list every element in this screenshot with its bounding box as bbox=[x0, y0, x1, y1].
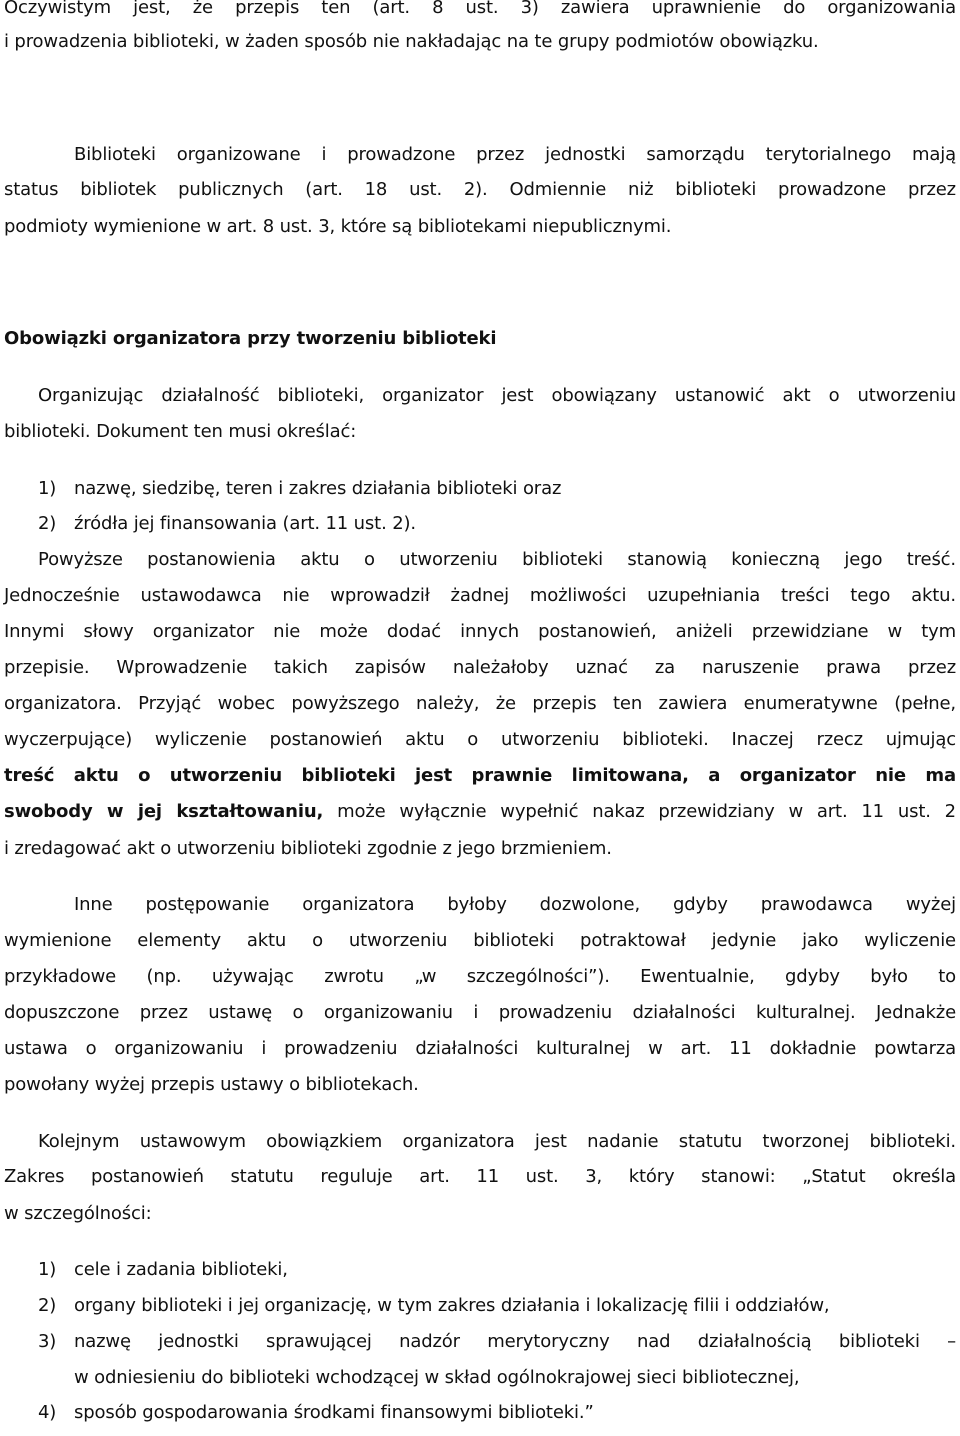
text-line bbox=[4, 892, 956, 928]
text-line bbox=[4, 476, 956, 512]
text-line bbox=[4, 29, 956, 65]
line-text: w szczególności: bbox=[4, 1203, 152, 1224]
text-line bbox=[4, 1329, 956, 1365]
line-text: i zredagować akt o utworzeniu biblioteki zgodnie z jego brzmieniem. bbox=[4, 838, 612, 859]
text-line bbox=[4, 691, 956, 727]
line-text: i prowadzenia biblioteki, w żaden sposób nie nakładając na te grupy podmiotów obowiązku. bbox=[4, 31, 819, 52]
text-line bbox=[4, 547, 956, 583]
bold-phrase: swobody w jej kształtowaniu, bbox=[4, 801, 324, 822]
line-text: przykładowe (np. używając zwrotu „w szczególności”). Ewentualnie, gdyby było to bbox=[4, 966, 956, 987]
list-number: 1) bbox=[38, 1259, 57, 1280]
line-text: Zakres postanowień statutu reguluje art. 11 ust. 3, który stanowi: „Statut określa bbox=[4, 1166, 956, 1187]
text-line bbox=[4, 214, 956, 250]
text-line bbox=[4, 419, 956, 455]
text-line bbox=[4, 655, 956, 691]
text-line bbox=[4, 1072, 956, 1108]
line-text: podmioty wymienione w art. 8 ust. 3, które są bibliotekami niepublicznymi. bbox=[4, 216, 672, 237]
text-line bbox=[4, 1365, 956, 1401]
section-heading bbox=[4, 326, 956, 362]
text-line bbox=[4, 177, 956, 213]
text-line bbox=[4, 583, 956, 619]
line-text: wymienione elementy aktu o utworzeniu biblioteki potraktował jedynie jako wyliczenie bbox=[4, 930, 956, 951]
text-line bbox=[4, 799, 956, 835]
line-text: Innymi słowy organizator nie może dodać innych postanowień, aniżeli przewidziane w tym bbox=[4, 621, 956, 642]
text-line bbox=[4, 928, 956, 964]
line-text: biblioteki. Dokument ten musi określać: bbox=[4, 421, 357, 442]
line-text: Obowiązki organizatora przy tworzeniu biblioteki bbox=[4, 328, 497, 349]
line-text: powołany wyżej przepis ustawy o bibliotekach. bbox=[4, 1074, 419, 1095]
line-text: treść aktu o utworzeniu biblioteki jest prawnie limitowana, a organizator nie ma bbox=[4, 765, 956, 786]
section-heading bbox=[4, 763, 956, 799]
line-text: ustawa o organizowaniu i prowadzeniu działalności kulturalnej w art. 11 dokładnie powtarza bbox=[4, 1038, 956, 1059]
list-number: 4) bbox=[38, 1402, 57, 1423]
line-text: Powyższe postanowienia aktu o utworzeniu biblioteki stanowią konieczną jego treść. bbox=[38, 549, 956, 570]
line-text: Oczywistym jest, że przepis ten (art. 8 ust. 3) zawiera uprawnienie do organizowania bbox=[4, 0, 956, 18]
line-text: dopuszczone przez ustawę o organizowaniu i prowadzeniu działalności kulturalnej. Jednakże bbox=[4, 1002, 956, 1023]
line-text: wyczerpujące) wyliczenie postanowień aktu o utworzeniu biblioteki. Inaczej rzecz ujmując bbox=[4, 729, 956, 750]
text-line bbox=[4, 0, 956, 31]
text-line bbox=[4, 511, 956, 547]
line-text: w odniesieniu do biblioteki wchodzącej w skład ogólnokrajowej sieci bibliotecznej, bbox=[74, 1367, 800, 1388]
text-line bbox=[4, 1400, 956, 1436]
line-text: Kolejnym ustawowym obowiązkiem organizatora jest nadanie statutu tworzonej biblioteki. bbox=[38, 1131, 956, 1152]
text-line bbox=[4, 964, 956, 1000]
list-number: 3) bbox=[38, 1331, 57, 1352]
line-text: Organizując działalność biblioteki, organizator jest obowiązany ustanowić akt o utworzeniu bbox=[38, 385, 956, 406]
line-text: Jednocześnie ustawodawca nie wprowadził żadnej możliwości uzupełniania treści tego aktu. bbox=[4, 585, 956, 606]
line-text: sposób gospodarowania środkami finansowymi biblioteki.” bbox=[74, 1402, 594, 1423]
line-text: przepisie. Wprowadzenie takich zapisów należałoby uznać za naruszenie prawa przez bbox=[4, 657, 956, 678]
text-line bbox=[4, 1257, 956, 1293]
line-text: status bibliotek publicznych (art. 18 ust. 2). Odmiennie niż biblioteki prowadzone przez bbox=[4, 179, 956, 200]
text-line bbox=[4, 1036, 956, 1072]
line-text: nazwę jednostki sprawującej nadzór merytoryczny nad działalnością biblioteki – bbox=[74, 1331, 956, 1352]
line-text: Inne postępowanie organizatora byłoby dozwolone, gdyby prawodawca wyżej bbox=[74, 894, 956, 915]
text-line bbox=[4, 619, 956, 655]
text-line bbox=[4, 836, 956, 872]
line-text: źródła jej finansowania (art. 11 ust. 2). bbox=[74, 513, 416, 534]
text-line bbox=[4, 1000, 956, 1036]
line-text: może wyłącznie wypełnić nakaz przewidziany w art. 11 ust. 2 bbox=[323, 801, 956, 822]
line-text: cele i zadania biblioteki, bbox=[74, 1259, 288, 1280]
list-number: 2) bbox=[38, 513, 57, 534]
text-line bbox=[4, 727, 956, 763]
line-text: Biblioteki organizowane i prowadzone przez jednostki samorządu terytorialnego mają bbox=[74, 144, 956, 165]
text-line bbox=[4, 1164, 956, 1200]
line-text: organizatora. Przyjąć wobec powyższego należy, że przepis ten zawiera enumeratywne (pełne, bbox=[4, 693, 956, 714]
text-line bbox=[4, 1201, 956, 1237]
text-line bbox=[4, 1129, 956, 1165]
text-line bbox=[4, 383, 956, 419]
list-number: 2) bbox=[38, 1295, 57, 1316]
line-text: nazwę, siedzibę, teren i zakres działania biblioteki oraz bbox=[74, 478, 562, 499]
list-number: 1) bbox=[38, 478, 57, 499]
line-text: organy biblioteki i jej organizację, w tym zakres działania i lokalizację filii i oddziałów, bbox=[74, 1295, 830, 1316]
text-line bbox=[4, 1293, 956, 1329]
text-line bbox=[4, 142, 956, 178]
